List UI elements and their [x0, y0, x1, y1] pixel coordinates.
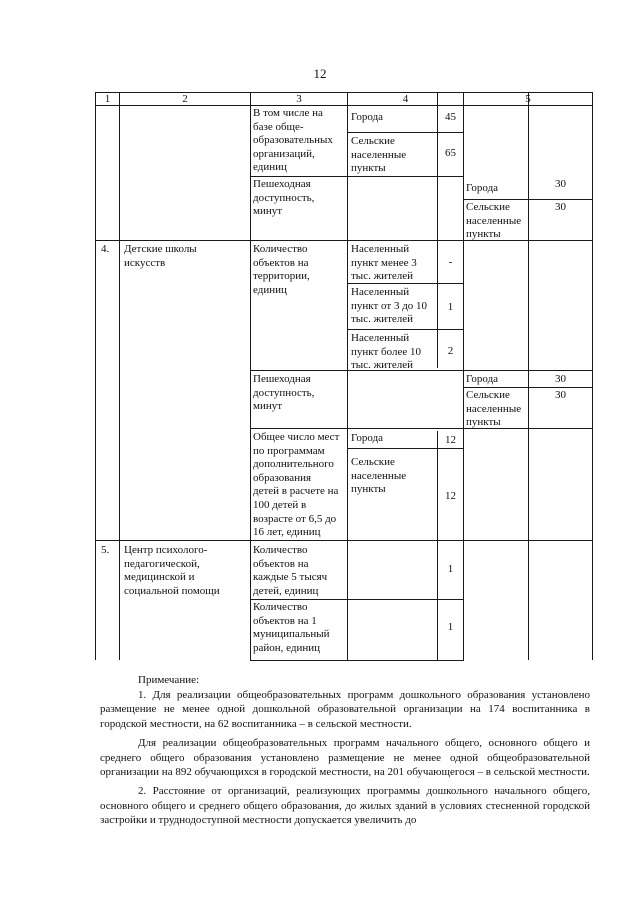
col-header-5: 5 — [525, 93, 531, 105]
value-cell: 1 — [447, 301, 454, 313]
col-header-3: 3 — [296, 93, 302, 105]
value-cell: 45 — [445, 111, 456, 123]
row-number: 4. — [101, 243, 110, 255]
value-cell: 30 — [555, 201, 566, 213]
indicator-cell: Количество объектов на каждые 5 тысяч детей, единиц — [253, 544, 328, 597]
facility-name: Детские школы искусств — [124, 243, 197, 269]
value-cell: 12 — [445, 490, 456, 502]
indicator-cell: Пешеходная доступность, минут — [253, 373, 315, 413]
notes-title: Примечание: — [138, 674, 200, 686]
value-cell: 2 — [447, 345, 454, 357]
value-cell: 30 — [555, 389, 566, 401]
value-cell: 30 — [555, 178, 566, 190]
settlement-cell: Города — [351, 432, 384, 444]
col-header-1: 1 — [104, 93, 111, 105]
value-cell: - — [448, 256, 453, 268]
notes-section — [100, 673, 590, 828]
note-paragraph: 1. Для реализации общеобразовательных программ дошкольного образования установлено размещение не менее одной дошкольной образовательной организации на 174 воспитанника в городской местности, на 62 воспитанника – в сельской местности. — [100, 688, 590, 731]
row-number: 5. — [101, 544, 110, 556]
value-cell: 1 — [447, 563, 454, 575]
settlement-cell: Населенный пункт менее 3 тыс. жителей — [351, 243, 417, 283]
settlement-cell: Города — [351, 111, 384, 123]
indicator-cell: Общее число мест по программам дополнительного образования детей в расчете на 100 детей в возрасте от 6,5 до 16 лет, единиц — [253, 431, 340, 539]
page-number: 12 — [313, 66, 327, 81]
col-header-4: 4 — [402, 93, 409, 105]
settlement-cell: Сельские населенные пункты — [466, 201, 522, 241]
note-paragraph: 2. Расстояние от организаций, реализующих программы дошкольного начального общего, основного общего и среднего общего образования, до жилых зданий в условиях стесненной городской застройки и труднодоступной местности допускается увеличить до — [100, 784, 590, 827]
standards-table — [95, 92, 593, 660]
col-header-2: 2 — [182, 93, 188, 105]
settlement-cell: Сельские населенные пункты — [466, 389, 522, 429]
settlement-cell: Сельские населенные пункты — [351, 456, 407, 496]
value-cell: 30 — [555, 373, 566, 385]
settlement-cell: Города — [466, 373, 499, 385]
settlement-cell: Населенный пункт более 10 тыс. жителей — [351, 332, 421, 372]
indicator-cell: В том числе на базе обще- образовательных организаций, единиц — [253, 107, 333, 174]
settlement-cell: Города — [466, 182, 499, 194]
facility-name: Центр психолого- педагогической, медицинской и социальной помощи — [124, 544, 220, 597]
note-paragraph: Для реализации общеобразовательных программ начального общего, основного общего и среднего общего образования установлено размещение не менее одной общеобразовательной организации на 892 обучающихся в городской местности, на 201 обучающегося – в сельской местности. — [100, 736, 590, 779]
value-cell: 12 — [445, 434, 456, 446]
value-cell: 1 — [447, 621, 454, 633]
settlement-cell: Сельские населенные пункты — [351, 135, 407, 175]
value-cell: 65 — [445, 147, 456, 159]
indicator-cell: Пешеходная доступность, минут — [253, 178, 315, 218]
indicator-cell: Количество объектов на 1 муниципальный район, единиц — [253, 601, 330, 654]
settlement-cell: Населенный пункт от 3 до 10 тыс. жителей — [351, 286, 428, 326]
indicator-cell: Количество объектов на территории, единиц — [253, 243, 310, 296]
